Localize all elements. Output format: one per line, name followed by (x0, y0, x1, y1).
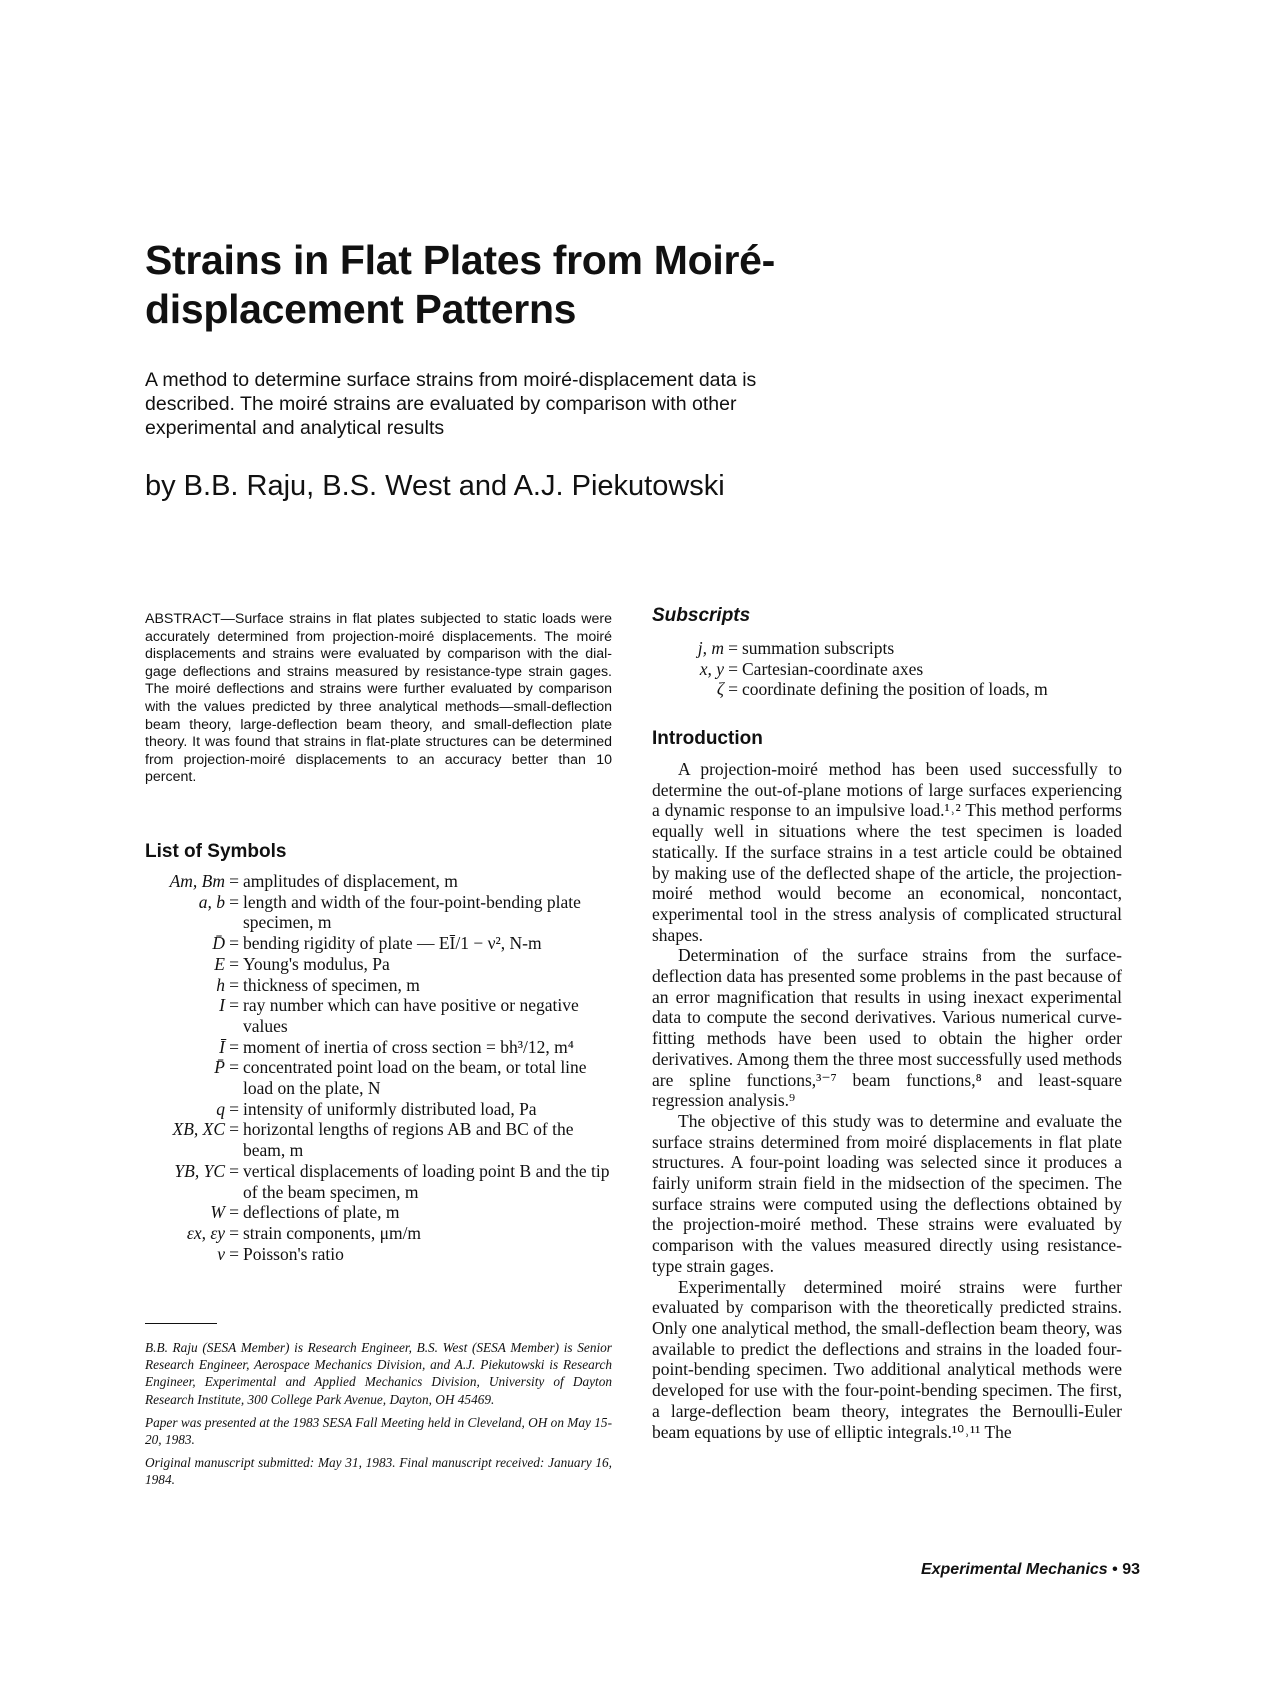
symbol: D̄ (212, 933, 225, 954)
symbol: Ī (219, 1036, 225, 1057)
equals-sign: = (229, 933, 239, 954)
footer-separator: • (1107, 1561, 1123, 1578)
author-byline: by B.B. Raju, B.S. West and A.J. Piekutowski (145, 470, 725, 502)
symbol: E (214, 953, 225, 974)
equals-sign: = (728, 658, 738, 679)
equals-sign: = (229, 1098, 239, 1119)
equals-sign: = (229, 1057, 239, 1078)
symbol: W (210, 1202, 225, 1223)
equals-sign: = (229, 1119, 239, 1140)
introduction-paragraph: Determination of the surface strains from the surface-deflection data has presented some problems in the past because of an error magnification that results in using inexact experimental data to compute the second derivatives. Various numerical curve-fitting methods have been used to obtain the higher order derivatives. Among them the three most successfully used methods are spline functions,³⁻⁷ beam functions,⁸ and least-square regression analysis.⁹ (652, 945, 1122, 1111)
introduction-paragraph: A projection-moiré method has been used successfully to determine the out-of-plane motions of large surfaces experiencing a dynamic response to an impulsive load.¹˒² This method performs equally well in situations where the test specimen is loaded statically. If the surface strains in a test article could be obtained by making use of the deflected shape of the article, the projection-moiré method would become an economical, noncontact, experimental tool in the stress analysis of complicated structural shapes. (652, 759, 1122, 945)
introduction-paragraph: The objective of this study was to determine and evaluate the surface strains determined from moiré displacements in flat plate structures. A four-point loading was selected since it produces a fairly uniform strain field in the midsection of the specimen. The surface strains were computed using the deflections obtained by the projection-moiré method. These strains were evaluated by comparison with the values measured directly using resistance-type strain gages. (652, 1110, 1122, 1276)
manuscript-dates-note: Original manuscript submitted: May 31, 1983. Final manuscript received: January 16, 1984. (145, 1455, 612, 1488)
symbol-row (145, 1057, 615, 1098)
footnote-divider (145, 1323, 217, 1324)
symbol-row (145, 1202, 615, 1223)
symbol-row (145, 975, 615, 996)
author-affiliation-note: B.B. Raju (SESA Member) is Research Engineer, B.S. West (SESA Member) is Senior Research Engineer, Aerospace Mechanics Division, and A.J. Piekutowski is Research Engineer, Experimental and Applied Mechanics Division, University of Dayton Research Institute, 300 College Park Avenue, Dayton, OH 45469. (145, 1340, 612, 1407)
symbol-row (145, 871, 615, 892)
symbol-definition: horizontal lengths of regions AB and BC of the beam, m (243, 1119, 574, 1161)
symbol-definition: vertical displacements of loading point B and the tip of the beam specimen, m (243, 1160, 610, 1202)
abstract: ABSTRACT—Surface strains in flat plates subjected to static loads were accurately determined from projection-moiré displacements. The moiré displacements and strains were evaluated by comparison with the dial-gage deflections and strains measured by resistance-type strain gages. The moiré deflections and strains were further evaluated by comparison with the values predicted by three analytical methods—small-deflection beam theory, large-deflection beam theory, and small-deflection plate theory. It was found that strains in flat-plate structures can be determined from projection-moiré displacements to an accuracy better than 10 percent. (145, 611, 612, 786)
symbol-definition: length and width of the four-point-bending plate specimen, m (243, 891, 581, 933)
symbol-row (145, 1037, 615, 1058)
equals-sign: = (229, 995, 239, 1016)
symbol: XB, XC (172, 1119, 225, 1140)
symbol-row (145, 1161, 615, 1202)
symbol-row (145, 1244, 615, 1265)
symbols-heading: List of Symbols (145, 841, 287, 862)
symbol: I (219, 995, 225, 1016)
subscript-row (652, 659, 1132, 680)
symbol-definition: intensity of uniformly distributed load, Pa (243, 1098, 537, 1119)
equals-sign: = (728, 679, 738, 700)
meeting-note: Paper was presented at the 1983 SESA Fall Meeting held in Cleveland, OH on May 15-20, 1983. (145, 1414, 612, 1448)
symbol-definition: bending rigidity of plate — EĪ/1 − ν², N-m (243, 933, 542, 954)
subscripts-list (652, 638, 1132, 700)
subscript-symbol: j, m (697, 638, 724, 658)
subscript-row (652, 638, 1132, 659)
footnotes (145, 1339, 612, 1495)
equals-sign: = (229, 1243, 239, 1264)
symbol-definition: thickness of specimen, m (243, 974, 420, 995)
symbol-definition: concentrated point load on the beam, or total line load on the plate, N (243, 1057, 587, 1099)
symbol-definition: Poisson's ratio (243, 1243, 344, 1264)
equals-sign: = (728, 638, 738, 658)
subscript-definition: summation subscripts (742, 638, 895, 658)
symbol: Am, Bm (169, 871, 225, 891)
paper-subtitle: A method to determine surface strains from moiré-displacement data is described. The moiré strains are evaluated by comparison with other experimental and analytical results (145, 369, 757, 439)
symbol-definition: strain components, μm/m (243, 1222, 422, 1243)
equals-sign: = (229, 1160, 239, 1181)
symbol-definition: amplitudes of displacement, m (243, 871, 458, 891)
symbol: YB, YC (174, 1160, 225, 1181)
symbol: h (216, 974, 225, 995)
page-number: 93 (1122, 1561, 1140, 1578)
symbol-definition: Young's modulus, Pa (243, 953, 390, 974)
symbol-row (145, 1223, 615, 1244)
journal-name: Experimental Mechanics (920, 1561, 1108, 1578)
symbol-row (145, 892, 615, 933)
symbol: q (216, 1098, 225, 1119)
subscript-definition: Cartesian-coordinate axes (742, 658, 924, 679)
equals-sign: = (229, 1222, 239, 1243)
equals-sign: = (229, 871, 239, 891)
symbol-definition: deflections of plate, m (243, 1202, 400, 1223)
introduction-body (652, 759, 1122, 1442)
symbol-row (145, 995, 615, 1036)
subscript-row (652, 679, 1132, 700)
introduction-heading: Introduction (652, 728, 763, 749)
paper-title: Strains in Flat Plates from Moiré-displacement Patterns (145, 237, 775, 332)
equals-sign: = (229, 974, 239, 995)
page-footer (760, 1561, 1140, 1579)
equals-sign: = (229, 1036, 239, 1057)
subscript-definition: coordinate defining the position of loads, m (742, 679, 1048, 700)
introduction-paragraph: Experimentally determined moiré strains were further evaluated by comparison with the theoretically predicted strains. Only one analytical method, the small-deflection beam theory, was available to predict the deflections and strains in the loaded four-point-bending specimen. Two additional analytical methods were developed for use with the four-point-bending specimen. The first, a large-deflection beam theory, integrates the Bernoulli-Euler beam equations by use of elliptic integrals.¹⁰˒¹¹ The (652, 1276, 1122, 1442)
symbol-row (145, 933, 615, 954)
equals-sign: = (229, 953, 239, 974)
equals-sign: = (229, 891, 239, 912)
symbol-row (145, 1099, 615, 1120)
subscript-symbol: x, y (699, 658, 724, 679)
subscript-symbol: ζ (716, 679, 724, 700)
symbol-row (145, 1119, 615, 1160)
symbol: εx, εy (186, 1222, 225, 1243)
symbol: ν (217, 1243, 225, 1264)
symbols-list (145, 871, 615, 1264)
symbol: P̄ (214, 1057, 225, 1078)
symbol-definition: ray number which can have positive or negative values (243, 995, 579, 1036)
symbol: a, b (198, 891, 225, 912)
symbol-row (145, 954, 615, 975)
equals-sign: = (229, 1202, 239, 1223)
symbol-definition: moment of inertia of cross section = bh³/12, m⁴ (243, 1036, 574, 1057)
subscripts-heading: Subscripts (652, 605, 751, 626)
